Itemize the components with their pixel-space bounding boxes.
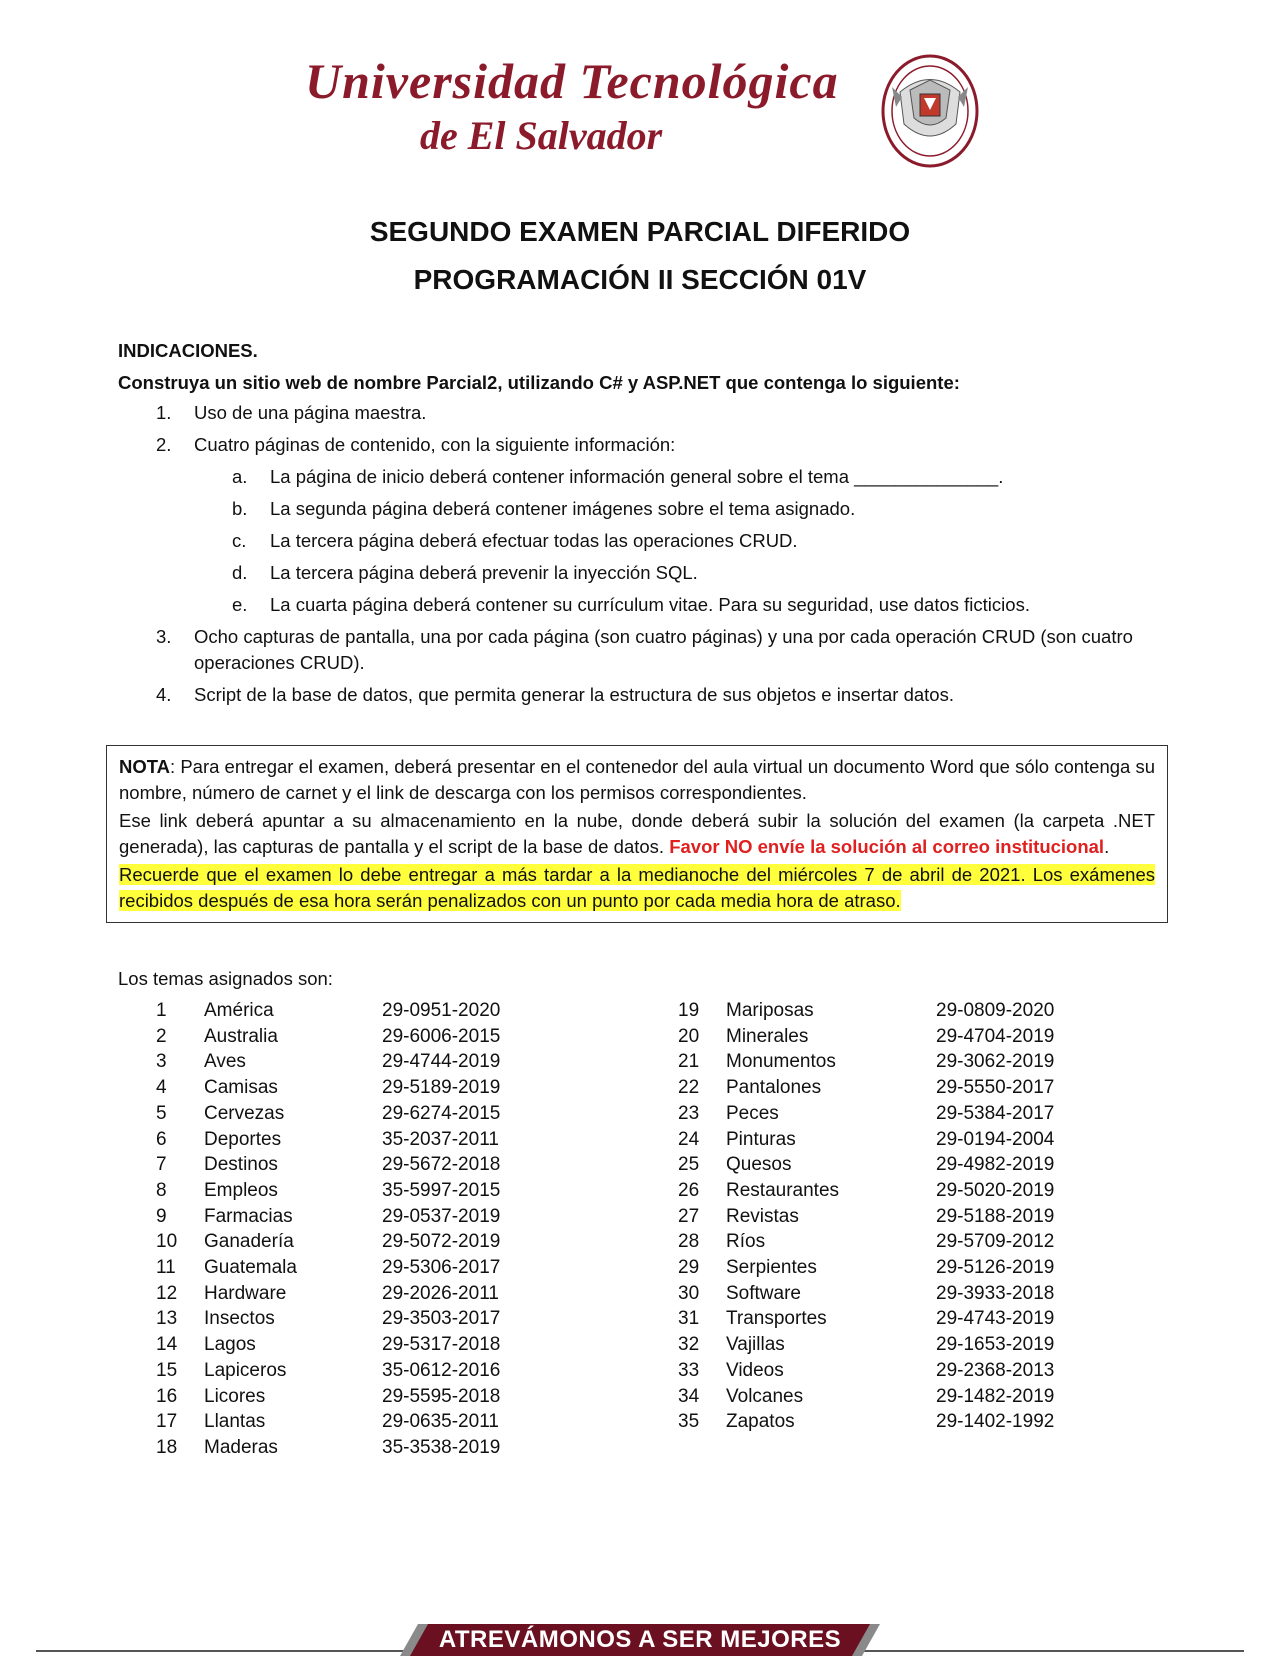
note-warning: Favor NO envíe la solución al correo institucional [669, 836, 1105, 857]
note-text: : Para entregar el examen, deberá presentar en el contenedor del aula virtual un documento Word que sólo contenga su nombre, número de carnet y el link de descarga con los permisos correspondientes. [119, 756, 1155, 803]
topic-name: Aves [204, 1051, 246, 1073]
topics-heading: Los temas asignados son: [118, 968, 333, 989]
topic-number: 3 [156, 1051, 167, 1073]
list-item-text: Script de la base de datos, que permita generar la estructura de sus objetos e insertar datos. [194, 684, 954, 705]
note-paragraph-2 [119, 808, 1155, 860]
topic-number: 29 [678, 1257, 700, 1278]
topic-number: 26 [678, 1179, 700, 1201]
note-label: NOTA [119, 756, 171, 777]
topic-code: 29-5317-2018 [382, 1334, 501, 1356]
topic-name: Software [726, 1282, 801, 1304]
list-item-text: Ocho capturas de pantalla, una por cada página (son cuatro páginas) y una por cada operación CRUD (son cuatro [194, 626, 1133, 647]
instructions-intro: Construya un sitio web de nombre Parcial2, utilizando C# y ASP.NET que contenga lo siguiente: [118, 372, 960, 393]
topic-code: 29-4744-2019 [382, 1051, 501, 1073]
sub-list-item-letter: d. [232, 562, 248, 583]
topic-number: 34 [678, 1385, 700, 1407]
topic-code: 29-0635-2011 [382, 1411, 499, 1433]
topic-number: 14 [156, 1334, 178, 1356]
topic-name: Zapatos [726, 1411, 795, 1433]
topic-code: 29-5384-2017 [936, 1102, 1055, 1124]
topic-code: 29-5072-2019 [382, 1231, 501, 1253]
topic-code: 29-5020-2019 [936, 1179, 1055, 1201]
topic-name: Serpientes [726, 1257, 817, 1278]
topic-code: 29-5126-2019 [936, 1257, 1055, 1278]
topic-number: 10 [156, 1231, 178, 1253]
topic-number: 9 [156, 1205, 167, 1227]
topic-name: Lapiceros [204, 1359, 287, 1381]
topic-number: 4 [156, 1077, 167, 1099]
university-name-line1: Universidad Tecnológica [305, 53, 839, 109]
topic-number: 19 [678, 1000, 700, 1021]
topic-name: Empleos [204, 1179, 278, 1201]
topic-number: 28 [678, 1231, 700, 1253]
list-item-number: 2. [156, 434, 172, 455]
topic-name: Videos [726, 1359, 784, 1381]
footer-slogan: ATREVÁMONOS A SER MEJORES [438, 1626, 842, 1653]
list-item-text: Cuatro páginas de contenido, con la siguiente información: [194, 434, 676, 455]
topic-code: 35-0612-2016 [382, 1359, 501, 1381]
topic-name: Cervezas [204, 1102, 285, 1124]
topic-code: 29-2368-2013 [936, 1359, 1055, 1381]
topic-number: 1 [156, 1000, 167, 1021]
topic-code: 29-3062-2019 [936, 1051, 1055, 1073]
instructions-heading: INDICACIONES. [118, 340, 258, 361]
topic-name: Pinturas [726, 1128, 796, 1150]
topic-code: 29-0951-2020 [382, 1000, 501, 1021]
topic-code: 29-5189-2019 [382, 1077, 501, 1099]
topic-name: Monumentos [726, 1051, 836, 1073]
note-text: Ese link deberá apuntar a su almacenamiento en la nube, donde deberá subir la solución del examen (la carpeta .NET generada), las capturas de pantalla y el script de la base de datos. [119, 810, 1155, 857]
document-subtitle: PROGRAMACIÓN II SECCIÓN 01V [413, 264, 867, 295]
topic-code: 29-5672-2018 [382, 1154, 501, 1176]
topic-code: 29-0809-2020 [936, 1000, 1055, 1021]
topic-name: Pantalones [726, 1077, 822, 1099]
topic-name: Quesos [726, 1154, 792, 1176]
topic-code: 29-5306-2017 [382, 1257, 501, 1278]
topic-number: 35 [678, 1411, 700, 1433]
topic-name: Lagos [204, 1334, 256, 1356]
topic-code: 29-3503-2017 [382, 1308, 501, 1330]
topic-code: 29-1402-1992 [936, 1411, 1055, 1433]
list-item-text: operaciones CRUD). [194, 652, 365, 673]
topic-number: 12 [156, 1282, 178, 1304]
list-item-number: 1. [156, 402, 172, 423]
topic-code: 35-5997-2015 [382, 1179, 501, 1201]
topic-number: 8 [156, 1179, 167, 1201]
sub-list-item-text: La tercera página deberá efectuar todas las operaciones CRUD. [270, 530, 798, 551]
university-name-line2: de El Salvador [420, 113, 663, 158]
topic-number: 15 [156, 1359, 178, 1381]
topic-name: Volcanes [726, 1385, 804, 1407]
topic-number: 22 [678, 1077, 700, 1099]
sub-list-item-text: La segunda página deberá contener imágenes sobre el tema asignado. [270, 498, 856, 519]
note-box [106, 745, 1168, 923]
topic-code: 29-1482-2019 [936, 1385, 1055, 1407]
sub-list-item-letter: c. [232, 530, 247, 551]
note-period: . [1104, 836, 1110, 857]
topic-name: Llantas [204, 1411, 266, 1433]
topic-code: 29-5550-2017 [936, 1077, 1055, 1099]
topic-name: Hardware [204, 1282, 287, 1304]
topic-name: Deportes [204, 1128, 282, 1150]
topic-name: Restaurantes [726, 1179, 840, 1201]
document-title: SEGUNDO EXAMEN PARCIAL DIFERIDO [369, 216, 911, 247]
sub-list-item-text: La tercera página deberá prevenir la inyección SQL. [270, 562, 698, 583]
topic-number: 27 [678, 1205, 700, 1227]
topic-name: Ríos [726, 1231, 766, 1253]
topic-name: Destinos [204, 1154, 278, 1176]
topic-code: 35-3538-2019 [382, 1436, 501, 1458]
topic-name: Australia [204, 1025, 278, 1047]
topic-name: Farmacias [204, 1205, 293, 1227]
topic-code: 29-3933-2018 [936, 1282, 1055, 1304]
topic-number: 13 [156, 1308, 178, 1330]
topic-number: 21 [678, 1051, 700, 1073]
topic-number: 17 [156, 1411, 178, 1433]
topic-name: Ganadería [204, 1231, 294, 1253]
topic-code: 29-0537-2019 [382, 1205, 501, 1227]
note-paragraph-1 [119, 754, 1155, 806]
topic-number: 7 [156, 1154, 167, 1176]
topic-number: 6 [156, 1128, 167, 1150]
topic-code: 29-4982-2019 [936, 1154, 1055, 1176]
topic-number: 31 [678, 1308, 700, 1330]
topic-name: América [204, 1000, 274, 1021]
topic-number: 2 [156, 1025, 167, 1047]
topic-code: 35-2037-2011 [382, 1128, 499, 1150]
deadline-highlight: Recuerde que el examen lo debe entregar a más tardar a la medianoche del miércoles 7 de abril de 2021. Los exámenes recibidos después de esa hora serán penalizados con un punto por cada media hora de atraso. [119, 864, 1155, 911]
topic-name: Minerales [726, 1025, 809, 1047]
list-item-text: Uso de una página maestra. [194, 402, 427, 423]
topic-name: Insectos [204, 1308, 275, 1330]
topic-number: 11 [156, 1257, 176, 1278]
topic-number: 18 [156, 1436, 178, 1458]
topic-name: Peces [726, 1102, 779, 1124]
note-paragraph-3 [119, 862, 1155, 914]
topic-number: 30 [678, 1282, 700, 1304]
topic-number: 24 [678, 1128, 700, 1150]
topic-number: 20 [678, 1025, 700, 1047]
topic-name: Camisas [204, 1077, 278, 1099]
topic-number: 25 [678, 1154, 700, 1176]
topic-name: Mariposas [726, 1000, 814, 1021]
list-item-number: 4. [156, 684, 172, 705]
sub-list-item-text: La página de inicio deberá contener información general sobre el tema ______________. [270, 466, 1004, 487]
topic-number: 32 [678, 1334, 700, 1356]
university-seal-icon [880, 52, 980, 170]
topic-code: 29-1653-2019 [936, 1334, 1055, 1356]
sub-list-item-letter: e. [232, 594, 248, 615]
topic-code: 29-4743-2019 [936, 1308, 1055, 1330]
topic-name: Vajillas [726, 1334, 785, 1356]
sub-list-item-letter: a. [232, 466, 248, 487]
sub-list-item-letter: b. [232, 498, 248, 519]
topic-code: 29-2026-2011 [382, 1282, 499, 1304]
topic-number: 5 [156, 1102, 167, 1124]
topic-name: Revistas [726, 1205, 799, 1227]
topic-code: 29-6274-2015 [382, 1102, 501, 1124]
topic-code: 29-0194-2004 [936, 1128, 1055, 1150]
list-item-number: 3. [156, 626, 172, 647]
topic-name: Maderas [204, 1436, 278, 1458]
topic-number: 23 [678, 1102, 700, 1124]
topic-number: 16 [156, 1385, 178, 1407]
topic-name: Guatemala [204, 1257, 297, 1278]
topic-code: 29-5595-2018 [382, 1385, 501, 1407]
topic-name: Transportes [726, 1308, 827, 1330]
topic-code: 29-5188-2019 [936, 1205, 1055, 1227]
topic-name: Licores [204, 1385, 266, 1407]
topic-code: 29-4704-2019 [936, 1025, 1055, 1047]
topic-number: 33 [678, 1359, 700, 1381]
topic-code: 29-5709-2012 [936, 1231, 1055, 1253]
topic-code: 29-6006-2015 [382, 1025, 501, 1047]
sub-list-item-text: La cuarta página deberá contener su currículum vitae. Para su seguridad, use datos ficticios. [270, 594, 1030, 615]
